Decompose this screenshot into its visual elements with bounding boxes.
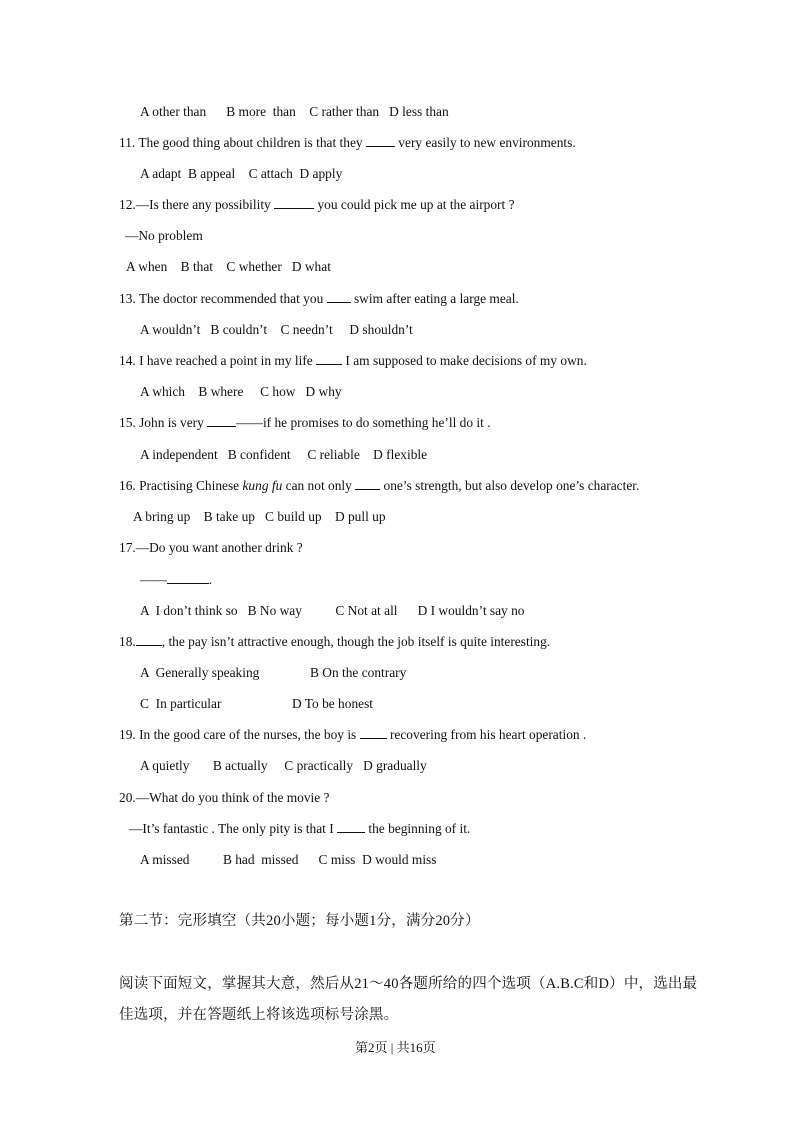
q17-period: .: [208, 572, 213, 587]
q17-blank: [167, 581, 209, 584]
q15-blank: [207, 424, 236, 427]
q16-text: 16. Practising Chinese: [119, 478, 243, 493]
q12-text-end: you could pick me up at the airport ?: [314, 197, 515, 212]
q18-text: , the pay isn’t attractive enough, though the job itself is quite interesting.: [161, 634, 551, 649]
q14-text: 14. I have reached a point in my life: [119, 353, 317, 368]
q12-options: A when B that C whether D what: [126, 259, 331, 274]
q19-text: 19. In the good care of the nurses, the boy is: [119, 727, 360, 742]
q20-text: —It’s fantastic . The only pity is that I: [129, 821, 338, 836]
instructions-line-1: 阅读下面短文，掌握其大意，然后从21～40各题所给的四个选项（A.B.C和D）中，选出最: [119, 976, 698, 992]
q18-option-c: C In particular: [140, 696, 222, 711]
q16-blank: [355, 487, 380, 490]
q12-stem: [119, 197, 515, 213]
q17-options: A I don’t think so B No way C Not at all D I wouldn’t say no: [140, 603, 525, 618]
q11-options: A adapt B appeal C attach D apply: [140, 166, 343, 181]
q10-options: A other than B more than C rather than D less than: [140, 104, 449, 119]
q19-blank: [360, 736, 387, 739]
q12-reply: —No problem: [125, 228, 203, 243]
q20-text-end: the beginning of it.: [365, 821, 471, 836]
q15-options: A independent B confident C reliable D flexible: [140, 447, 428, 462]
q18-option-d: D To be honest: [292, 696, 374, 711]
q11-stem: [119, 135, 576, 151]
q18-option-a: A Generally speaking: [140, 665, 260, 680]
q20-reply: [129, 821, 470, 837]
q16-text-end: one’s strength, but also develop one’s character.: [380, 478, 640, 493]
q17-reply: [140, 572, 212, 588]
q11-text: 11. The good thing about children is that they: [119, 135, 366, 150]
q14-text-end: I am supposed to make decisions of my own.: [342, 353, 587, 368]
instructions-line-2: 佳选项，并在答题纸上将该选项标号涂黑。: [119, 1007, 399, 1023]
q15-stem: [119, 415, 491, 431]
section-heading: 第二节：完形填空（共20小题；每小题1分，满分20分）: [119, 913, 480, 929]
q14-stem: [119, 353, 587, 369]
q20-stem: 20.—What do you think of the movie ?: [119, 790, 330, 805]
q13-text-end: swim after eating a large meal.: [350, 291, 519, 306]
q16-options: A bring up B take up C build up D pull up: [133, 509, 386, 524]
q17-dash: ——: [140, 572, 167, 587]
q16-stem: [119, 478, 639, 494]
q18-stem: [119, 634, 550, 650]
q17-stem: 17.—Do you want another drink ?: [119, 540, 303, 555]
q15-text: 15. John is very: [119, 415, 208, 430]
q13-stem: [119, 291, 519, 307]
q18-number: 18.: [119, 634, 136, 649]
q13-blank: [327, 300, 351, 303]
q13-text: 13. The doctor recommended that you: [119, 291, 327, 306]
q11-text-end: very easily to new environments.: [394, 135, 576, 150]
page-footer: 第2页 | 共16页: [355, 1040, 436, 1055]
q11-blank: [366, 144, 395, 147]
q15-text-end: ——if he promises to do something he’ll do it .: [236, 415, 491, 430]
q14-blank: [316, 362, 342, 365]
q20-blank: [337, 830, 365, 833]
q14-options: A which B where C how D why: [140, 384, 342, 399]
q12-text: 12.—Is there any possibility: [119, 197, 275, 212]
q19-stem: [119, 727, 586, 743]
q19-options: A quietly B actually C practically D gradually: [140, 758, 427, 773]
q18-option-b: B On the contrary: [310, 665, 407, 680]
q12-blank: [274, 206, 314, 209]
q18-blank: [136, 643, 162, 646]
q16-italic-term: kung fu: [242, 478, 283, 493]
q16-text-mid: can not only: [282, 478, 356, 493]
q20-options: A missed B had missed C miss D would miss: [140, 852, 437, 867]
q19-text-end: recovering from his heart operation .: [386, 727, 587, 742]
q13-options: A wouldn’t B couldn’t C needn’t D shouldn’t: [140, 322, 413, 337]
